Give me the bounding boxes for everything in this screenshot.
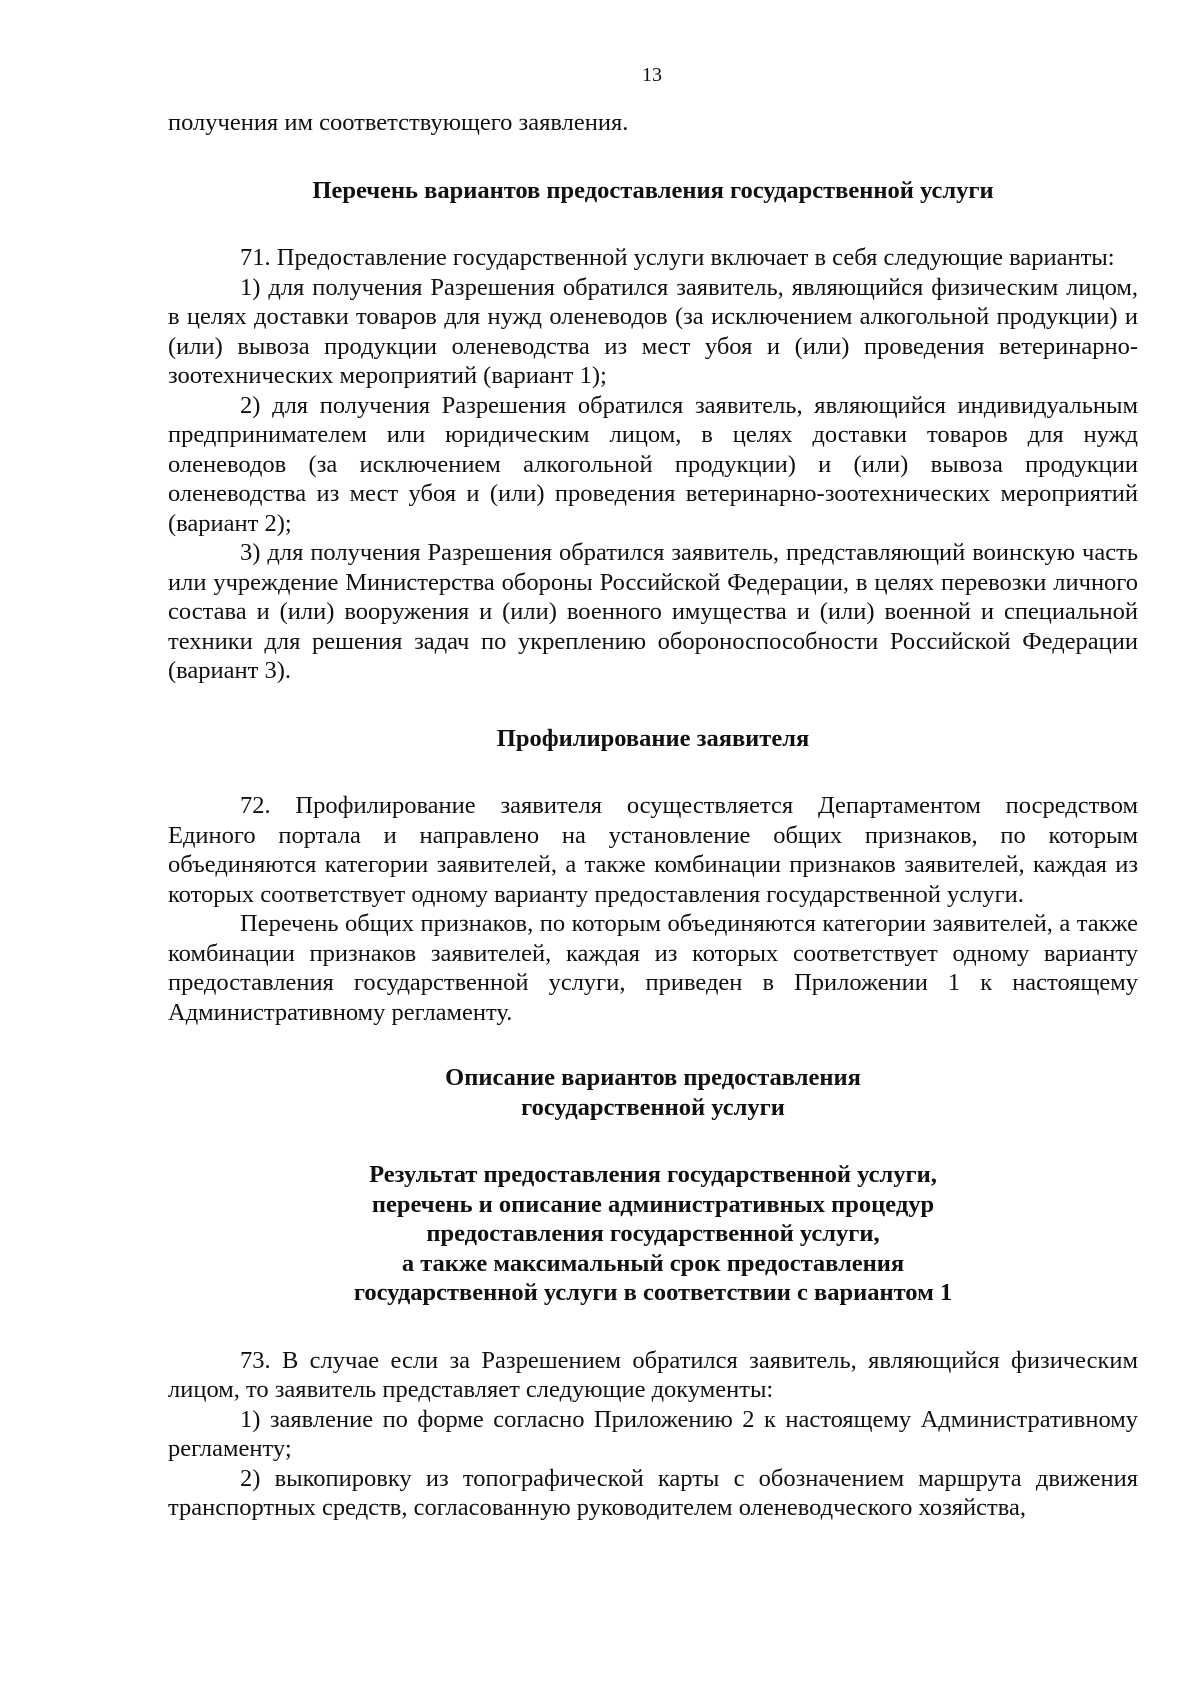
paragraph-73-item-1: 1) заявление по форме согласно Приложению 2 к настоящему Административному регламенту; xyxy=(168,1405,1138,1462)
paragraph-71-item-1: 1) для получения Разрешения обратился заявитель, являющийся физическим лицом, в целях доставки товаров для нужд оленеводов (за исключением алкогольной продукции) и (или) вывоза продукции оленеводства из мест убоя и (или) проведения ветеринарно-зоотехнических мероприятий (вариант 1); xyxy=(168,273,1138,389)
paragraph-73: 73. В случае если за Разрешением обратился заявитель, являющийся физическим лицом, то заявитель представляет следующие документы: xyxy=(168,1346,1138,1403)
paragraph-72: 72. Профилирование заявителя осуществляется Департаментом посредством Единого портала и направлено на установление общих признаков, по которым объединяются категории заявителей, а также комбинации признаков заявителей, каждая из которых соответствует одному варианту предоставления государственной услуги. xyxy=(168,792,1138,908)
heading-result xyxy=(168,1160,1138,1308)
heading-result-line-5: государственной услуги в соответствии с вариантом 1 xyxy=(353,1279,953,1306)
heading-result-line-1: Результат предоставления государственной услуги, xyxy=(369,1161,937,1188)
heading-profiling: Профилирование заявителя xyxy=(496,724,810,752)
page-number: 13 xyxy=(642,64,662,86)
paragraph-71-item-2: 2) для получения Разрешения обратился заявитель, являющийся индивидуальным предпринимателем или юридическим лицом, в целях доставки товаров для нужд оленеводов (за исключением алкогольной продукции) и (или) вывоза продукции оленеводства из мест убоя и (или) проведения ветеринарно-зоотехнических мероприятий (вариант 2); xyxy=(168,391,1138,537)
heading-result-line-2: перечень и описание административных процедур xyxy=(371,1190,935,1218)
paragraph-71-item-3: 3) для получения Разрешения обратился заявитель, представляющий воинскую часть или учреждение Министерства обороны Российской Федерации, в целях перевозки личного состава и (или) вооружения и (или) военного имущества и (или) военной и специальной техники для решения задач по укреплению обороноспособности Российской Федерации (вариант 3). xyxy=(168,539,1138,684)
heading-description xyxy=(168,1063,1138,1122)
continuation-text: получения им соответствующего заявления. xyxy=(168,109,629,136)
heading-variants: Перечень вариантов предоставления государственной услуги xyxy=(312,176,994,204)
paragraph-71: 71. Предоставление государственной услуги включает в себя следующие варианты: xyxy=(240,244,1115,271)
paragraph-72-list: Перечень общих признаков, по которым объединяются категории заявителей, а также комбинации признаков заявителей, каждая из которых соответствует одному варианту предоставления государственной услуги, приведен в Приложении 1 к настоящему Административному регламенту. xyxy=(168,910,1138,1026)
heading-description-line-2: государственной услуги xyxy=(521,1093,785,1121)
paragraph-73-item-2: 2) выкопировку из топографической карты с обозначением маршрута движения транспортных средств, согласованную руководителем оленеводческого хозяйства, xyxy=(168,1464,1138,1521)
heading-result-line-4: а также максимальный срок предоставления xyxy=(401,1249,905,1277)
heading-description-line-1: Описание вариантов предоставления xyxy=(445,1064,861,1091)
heading-result-line-3: предоставления государственной услуги, xyxy=(426,1220,880,1247)
document-body xyxy=(168,108,1138,1523)
